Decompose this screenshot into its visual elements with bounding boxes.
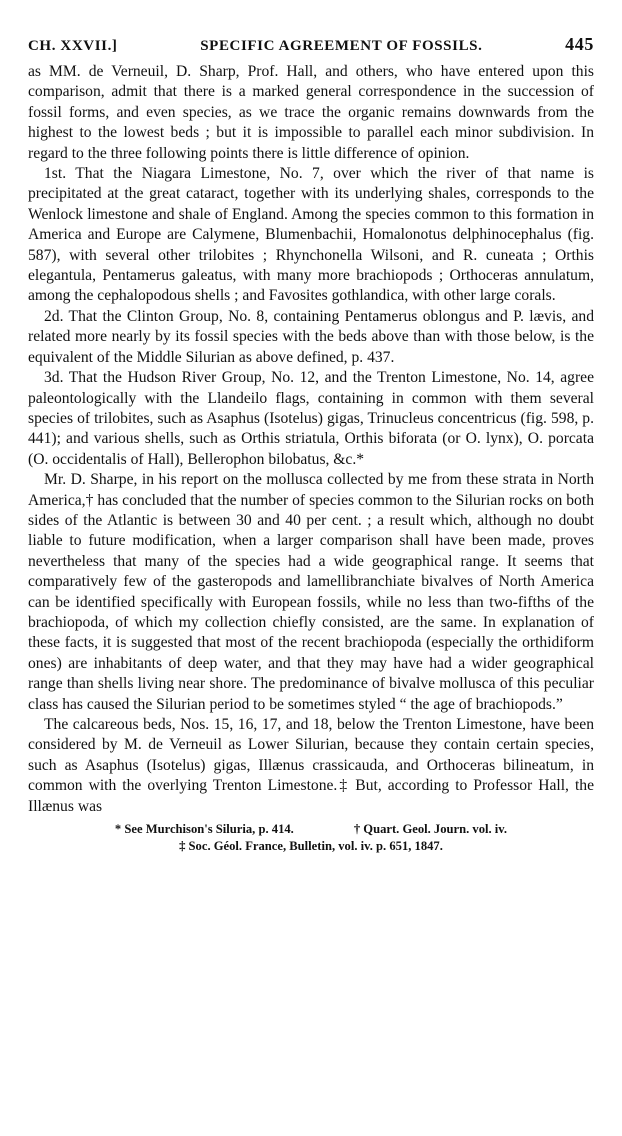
footnote-quart-geol: † Quart. Geol. Journ. vol. iv. [353, 822, 508, 837]
footnote-soc-geol: ‡ Soc. Géol. France, Bulletin, vol. iv. p. 651, 1847. [179, 839, 443, 854]
running-header [28, 34, 594, 55]
body-text [28, 62, 594, 817]
paragraph-niagara: 1st. That the Niagara Limestone, No. 7, over which the river of that name is precipitated at the great cataract, together with its underlying shales, corresponds to the Wenlock limestone and shale of England. Among the species common to this formation in America and Europe are Calymene, Blumenbachii, Homalonotus delphinocephalus (fig. 587), with several other trilobites ; Rhynchonella Wilsoni, and R. cuneata ; Orthis elegantula, Pentamerus galeatus, with many more brachiopods ; Orthoceras annulatum, among the cephalopodous shells ; and Favosites gothlandica, with other large corals. [28, 165, 594, 305]
running-title: SPECIFIC AGREEMENT OF FOSSILS. [200, 38, 483, 54]
paragraph-calcareous-beds: The calcareous beds, Nos. 15, 16, 17, and 18, below the Trenton Limestone, have been considered by M. de Verneuil as Lower Silurian, because they contain certain species, such as Asaphus (Isotelus) gigas, Illænus crassicauda, and Orthoceras bilineatum, in common with the overlying Trenton Limestone.‡ But, according to Professor Hall, the Illænus was [28, 716, 594, 815]
page-number: 445 [565, 34, 594, 54]
footnote-row-1 [28, 821, 594, 838]
paragraph-continuation: as MM. de Verneuil, D. Sharp, Prof. Hall, and others, who have entered upon this comparison, admit that there is a marked general correspondence in the succession of fossil forms, and even species, as we trace the organic remains downwards from the highest to the lowest beds ; but it is impossible to parallel each minor subdivision. In regard to the three following points there is little difference of opinion. [28, 63, 594, 162]
footnotes [28, 821, 594, 855]
paragraph-clinton: 2d. That the Clinton Group, No. 8, containing Pentamerus oblongus and P. lævis, and related more nearly by its fossil species with the beds above than with those below, is the equivalent of the Middle Silurian as above defined, p. 437. [28, 307, 594, 366]
chapter-label: CH. XXVII.] [28, 38, 118, 54]
paragraph-hudson-river: 3d. That the Hudson River Group, No. 12, and the Trenton Limestone, No. 14, agree paleontologically with the Llandeilo flags, containing in common with them several species of trilobites, such as Asaphus (Isotelus) gigas, Trinucleus concentricus (fig. 598, p. 441); and various shells, such as Orthis striatula, Orthis biforata (or O. lynx), O. porcata (O. occidentalis of Hall), Bellerophon bilobatus, &c.* [28, 369, 594, 468]
footnote-row-2 [28, 838, 594, 855]
paragraph-sharpe-report: Mr. D. Sharpe, in his report on the mollusca collected by me from these strata in North America,† has concluded that the number of species common to the Silurian rocks on both sides of the Atlantic is between 30 and 40 per cent. ; a result which, although no doubt liable to future modification, when a larger comparison shall have been made, proves nevertheless that many of the species had a wide geographical range. It seems that comparatively few of the gasteropods and lamellibranchiate bivalves of North America can be identified specifically with European fossils, while no less than two-fifths of the brachiopoda, of which my collection chiefly consisted, are the same. In explanation of these facts, it is suggested that most of the recent brachiopoda (especially the orthidiform ones) are inhabitants of deep water, and that they may have had a wider geographical range than shells living near shore. The predominance of bivalve mollusca of this peculiar class has caused the Silurian period to be sometimes styled “ the age of brachiopods.” [28, 471, 594, 713]
footnote-murchison: * See Murchison's Siluria, p. 414. [114, 822, 294, 837]
